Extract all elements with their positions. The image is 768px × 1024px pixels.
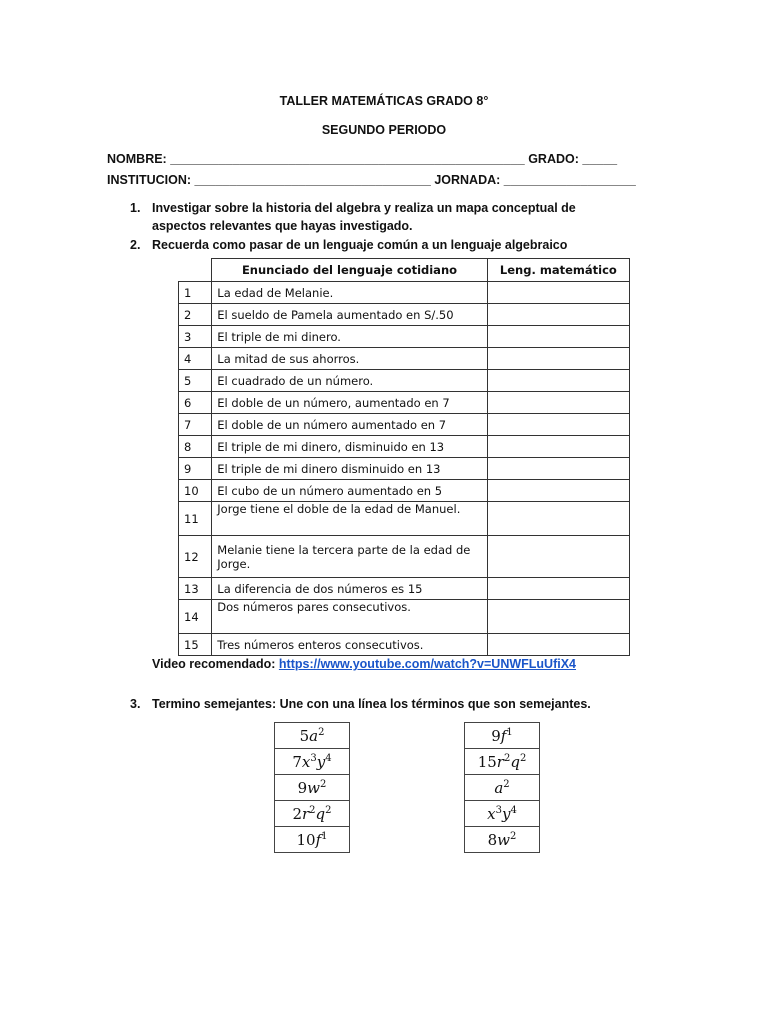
terms-left-column [274,722,350,853]
recommended-video [152,657,576,671]
term-coefficient: 9 [491,726,501,745]
table-header-row [179,259,630,282]
term-row [275,827,350,853]
math-answer-cell[interactable] [487,304,629,326]
algebraic-term[interactable] [465,775,540,801]
row-number: 1 [179,282,212,304]
term-exponent: 1 [506,726,513,738]
table-row [179,634,630,656]
term-variable: w [307,778,320,797]
algebraic-term[interactable] [465,723,540,749]
row-statement: El triple de mi dinero. [212,326,487,348]
term-variable: q [315,804,326,823]
terms-right-column [464,722,540,853]
term-coefficient: 9 [297,778,308,797]
term-exponent: 3 [495,804,502,816]
row-number: 3 [179,326,212,348]
math-answer-cell[interactable] [487,600,629,634]
row-number: 8 [179,436,212,458]
row-number: 11 [179,502,212,536]
algebraic-term[interactable] [275,827,350,853]
table-row [179,304,630,326]
row-statement: El doble de un número aumentado en 7 [212,414,487,436]
term-exponent: 2 [309,804,316,816]
math-answer-cell[interactable] [487,536,629,578]
term-row [275,749,350,775]
term-coefficient: 8 [487,830,498,849]
instruction-number: 2. [130,238,141,252]
header-statement: Enunciado del lenguaje cotidiano [212,259,487,282]
row-statement: El triple de mi dinero disminuido en 13 [212,458,487,480]
header-math-language: Leng. matemático [487,259,629,282]
table-row [179,480,630,502]
table-row [179,370,630,392]
instruction-text: Termino semejantes: Une con una línea los términos que son semejantes. [152,697,591,711]
algebraic-term[interactable] [275,801,350,827]
table-row [179,536,630,578]
term-variable: q [510,752,520,771]
language-translation-table [178,258,630,656]
term-variable: a [309,726,319,745]
video-link[interactable]: https://www.youtube.com/watch?v=UNWFLuUfiX4 [278,657,577,671]
row-statement: Jorge tiene el doble de la edad de Manuel. [212,502,487,536]
term-coefficient: 2 [292,804,302,823]
row-number: 15 [179,634,212,656]
row-statement: El sueldo de Pamela aumentado en S/.50 [212,304,487,326]
algebraic-term[interactable] [465,827,540,853]
row-statement: El triple de mi dinero, disminuido en 13 [212,436,487,458]
instruction-text: Investigar sobre la historia del algebra y realiza un mapa conceptual de aspectos relevantes que hayas investigado. [152,201,576,233]
math-answer-cell[interactable] [487,578,629,600]
instruction-2 [130,236,630,254]
row-number: 14 [179,600,212,634]
term-coefficient: 5 [299,726,310,745]
row-number: 6 [179,392,212,414]
table-row [179,502,630,536]
math-answer-cell[interactable] [487,392,629,414]
header-blank-cell [179,259,212,282]
table-row [179,348,630,370]
table-row [179,600,630,634]
term-row [275,801,350,827]
math-answer-cell[interactable] [487,326,629,348]
term-variable: a [494,778,504,797]
row-statement: La edad de Melanie. [212,282,487,304]
math-answer-cell[interactable] [487,414,629,436]
table-row [179,578,630,600]
term-variable: r [302,804,310,823]
algebraic-term[interactable] [275,723,350,749]
row-number: 4 [179,348,212,370]
term-exponent: 2 [510,830,517,842]
term-row [275,775,350,801]
math-answer-cell[interactable] [487,634,629,656]
row-number: 7 [179,414,212,436]
term-variable: y [501,804,511,823]
instruction-3 [130,695,630,713]
row-statement: El cuadrado de un número. [212,370,487,392]
name-grade-line: NOMBRE: ___________________________________________________ GRADO: _____ [107,152,618,166]
math-answer-cell[interactable] [487,436,629,458]
term-variable: x [487,804,496,823]
algebraic-term[interactable] [275,749,350,775]
math-answer-cell[interactable] [487,282,629,304]
math-answer-cell[interactable] [487,458,629,480]
term-exponent: 2 [503,778,510,790]
math-answer-cell[interactable] [487,370,629,392]
instruction-1 [130,199,630,235]
table-row [179,392,630,414]
term-row [275,723,350,749]
term-row [465,749,540,775]
table-row [179,326,630,348]
term-exponent: 4 [325,752,332,764]
row-number: 10 [179,480,212,502]
row-number: 5 [179,370,212,392]
term-variable: w [497,830,510,849]
algebraic-term[interactable] [275,775,350,801]
video-label: Video recomendado: [152,657,279,671]
algebraic-term[interactable] [465,801,540,827]
term-exponent: 2 [325,804,332,816]
term-row [465,723,540,749]
term-variable: f [500,726,507,745]
math-answer-cell[interactable] [487,348,629,370]
row-number: 2 [179,304,212,326]
row-statement: La diferencia de dos números es 15 [212,578,487,600]
row-statement: Melanie tiene la tercera parte de la edad de Jorge. [212,536,487,578]
term-exponent: 2 [318,726,325,738]
table-row [179,436,630,458]
term-exponent: 1 [321,830,328,842]
algebraic-term[interactable] [465,749,540,775]
term-coefficient: 7 [292,752,302,771]
term-row [465,827,540,853]
institution-schedule-line: INSTITUCION: __________________________________ JORNADA: ___________________ [107,173,636,187]
row-number: 9 [179,458,212,480]
term-exponent: 3 [310,752,317,764]
term-row [465,801,540,827]
term-coefficient: 10 [296,830,316,849]
term-variable: x [301,752,311,771]
table-row [179,414,630,436]
math-answer-cell[interactable] [487,502,629,536]
instruction-text: Recuerda como pasar de un lenguaje común a un lenguaje algebraico [152,238,568,252]
term-exponent: 4 [510,804,517,816]
term-exponent: 2 [320,778,327,790]
term-variable: f [315,830,322,849]
row-statement: Tres números enteros consecutivos. [212,634,487,656]
row-statement: El doble de un número, aumentado en 7 [212,392,487,414]
term-variable: y [316,752,326,771]
worksheet-subtitle: SEGUNDO PERIODO [321,123,447,137]
row-statement: El cubo de un número aumentado en 5 [212,480,487,502]
row-number: 13 [179,578,212,600]
math-answer-cell[interactable] [487,480,629,502]
table-row [179,282,630,304]
term-variable: r [496,752,504,771]
term-exponent: 2 [519,752,527,764]
term-exponent: 2 [503,752,511,764]
instruction-number: 1. [130,201,141,215]
worksheet-title: TALLER MATEMÁTICAS GRADO 8° [279,94,489,108]
table-row [179,458,630,480]
row-statement: La mitad de sus ahorros. [212,348,487,370]
row-number: 12 [179,536,212,578]
term-row [465,775,540,801]
row-statement: Dos números pares consecutivos. [212,600,487,634]
instruction-number: 3. [130,697,141,711]
term-coefficient: 15 [477,752,497,771]
